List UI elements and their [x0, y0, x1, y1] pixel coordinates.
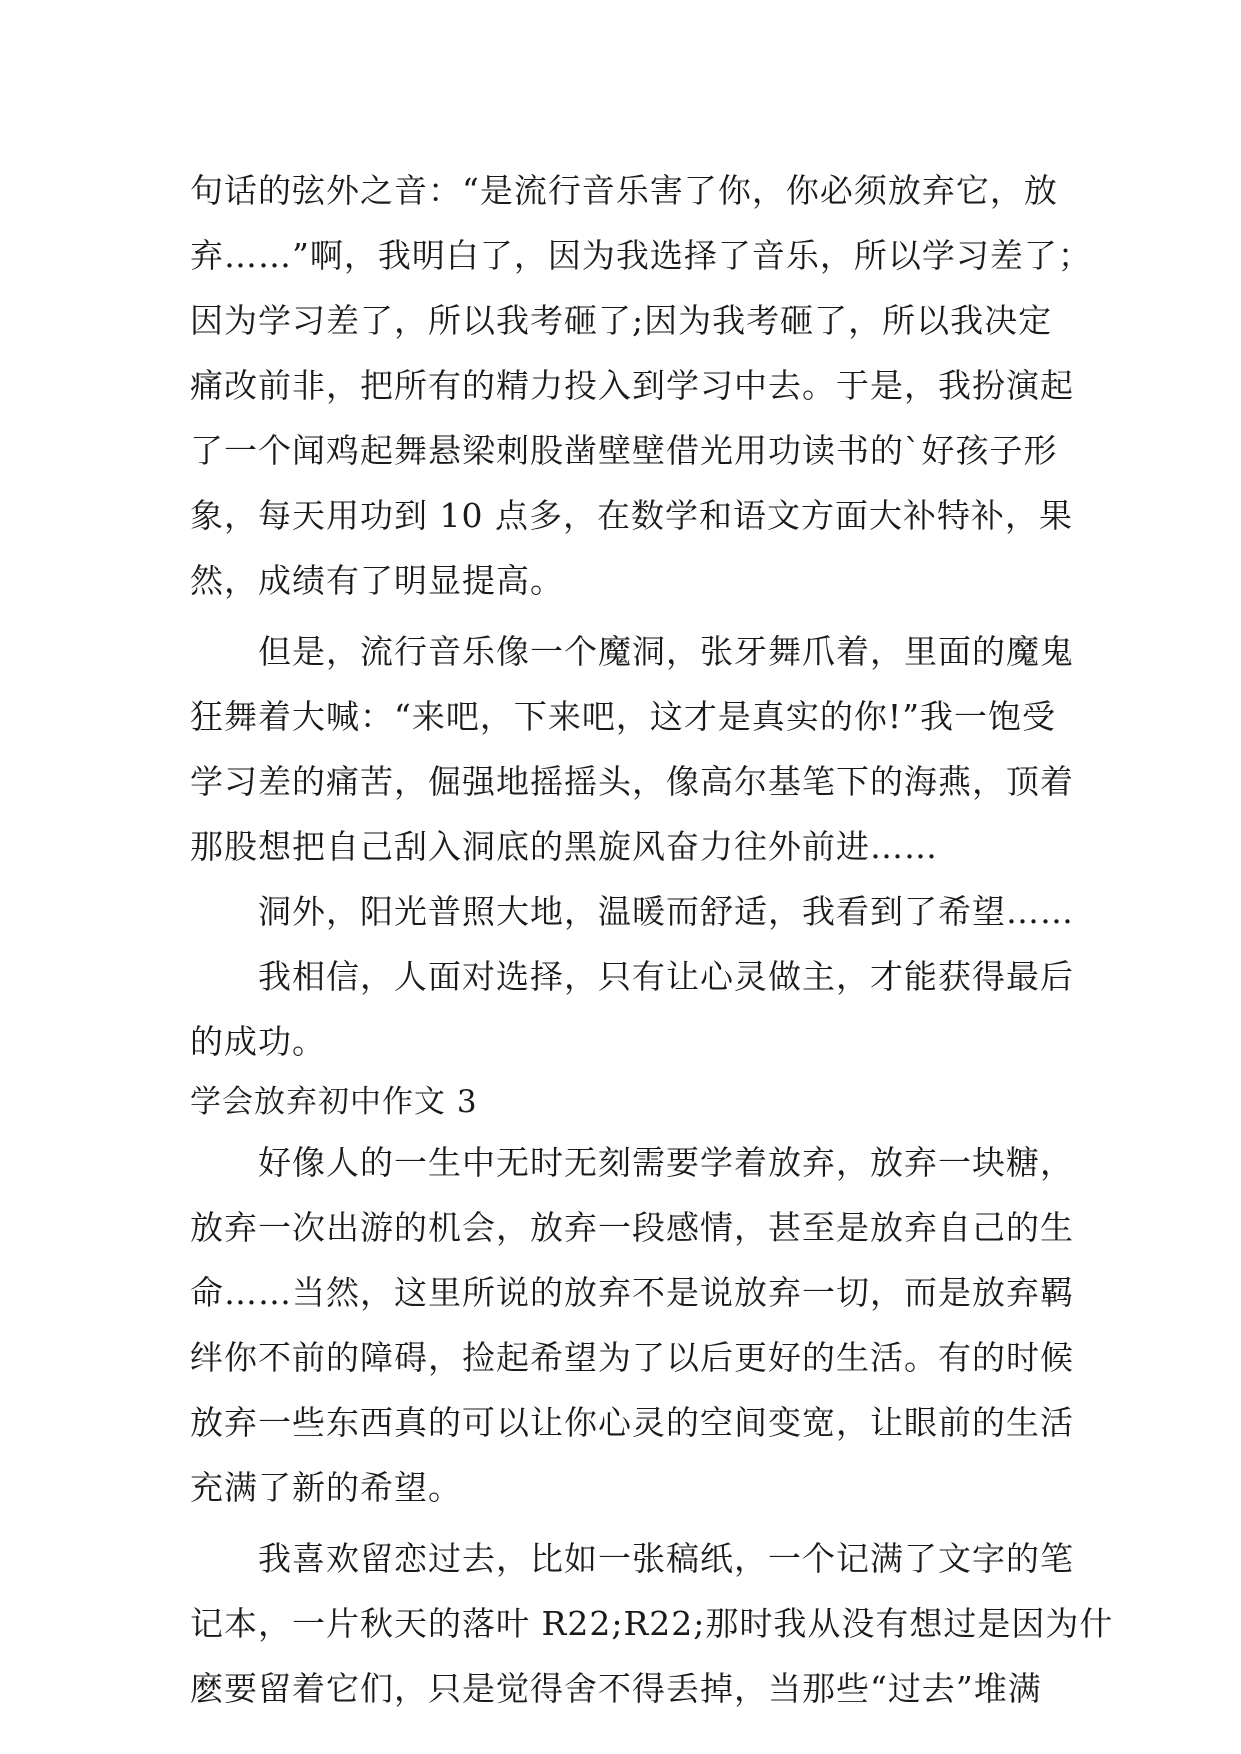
text-line: 记本，一片秋天的落叶 R22;R22;那时我从没有想过是因为什: [190, 1604, 1114, 1643]
text-line: 命……当然，这里所说的放弃不是说放弃一切，而是放弃羁: [190, 1273, 1074, 1312]
paragraph: [190, 879, 1074, 944]
section-heading: 学会放弃初中作文 3: [190, 1084, 478, 1120]
text-line: 痛改前非，把所有的精力投入到学习中去。于是，我扮演起: [190, 366, 1074, 405]
paragraph: [190, 619, 1074, 879]
text-line: 我相信，人面对选择，只有让心灵做主，才能获得最后: [258, 957, 1074, 996]
text-line: 麽要留着它们，只是觉得舍不得丢掉，当那些“过去”堆满: [190, 1669, 1042, 1708]
text-line: 好像人的一生中无时无刻需要学着放弃，放弃一块糖，: [258, 1143, 1074, 1182]
text-line: 句话的弦外之音：“是流行音乐害了你，你必须放弃它，放: [190, 171, 1058, 210]
text-line: 放弃一次出游的机会，放弃一段感情，甚至是放弃自己的生: [190, 1208, 1074, 1247]
paragraph: [190, 1130, 1074, 1520]
text-line: 充满了新的希望。: [190, 1468, 462, 1507]
text-line: 洞外，阳光普照大地，温暖而舒适，我看到了希望……: [258, 892, 1074, 931]
text-line: 象，每天用功到 10 点多，在数学和语文方面大补特补，果: [190, 496, 1073, 535]
paragraph-continued: [190, 158, 1092, 613]
text-line: 的成功。: [190, 1022, 326, 1061]
text-line: 了一个闻鸡起舞悬梁刺股凿壁壁借光用功读书的`好孩子形: [190, 431, 1058, 470]
text-line: 然，成绩有了明显提高。: [190, 561, 564, 600]
paragraph: [190, 944, 1074, 1074]
text-line: 那股想把自己刮入洞底的黑旋风奋力往外前进……: [190, 827, 938, 866]
text-line: 学习差的痛苦，倔强地摇摇头，像高尔基笔下的海燕，顶着: [190, 762, 1074, 801]
text-line: 因为学习差了，所以我考砸了;因为我考砸了，所以我决定: [190, 301, 1053, 340]
document-body: [190, 158, 1114, 1721]
paragraph: [190, 1526, 1114, 1721]
text-line: 放弃一些东西真的可以让你心灵的空间变宽，让眼前的生活: [190, 1403, 1074, 1442]
text-line: 弃……”啊，我明白了，因为我选择了音乐，所以学习差了；: [190, 236, 1092, 275]
text-line: 绊你不前的障碍，捡起希望为了以后更好的生活。有的时候: [190, 1338, 1074, 1377]
text-line: 狂舞着大喊：“来吧，下来吧，这才是真实的你!”我一饱受: [190, 697, 1057, 736]
text-line: 但是，流行音乐像一个魔洞，张牙舞爪着，里面的魔鬼: [258, 632, 1074, 671]
text-line: 我喜欢留恋过去，比如一张稿纸，一个记满了文字的笔: [258, 1539, 1074, 1578]
